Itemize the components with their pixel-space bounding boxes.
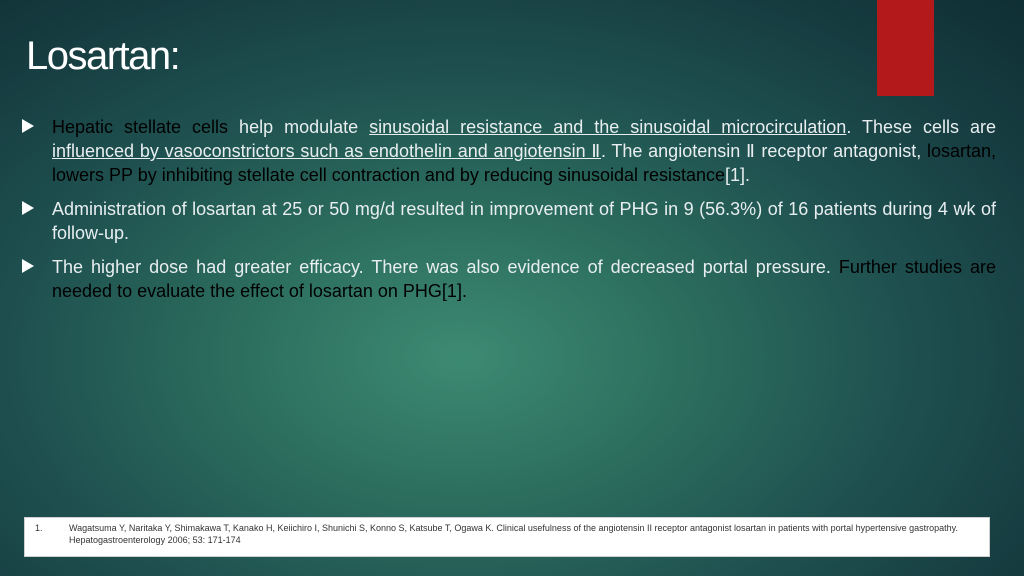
bullet-text — [52, 197, 996, 245]
triangle-right-icon — [22, 255, 52, 273]
underlined-text: influenced by vasoconstrictors such as endothelin and angiotensin Ⅱ — [52, 141, 601, 161]
slide-title: Losartan: — [26, 34, 180, 78]
bullet-item — [22, 197, 996, 245]
body-text: . The angiotensin Ⅱ receptor antagonist, — [600, 141, 927, 161]
bullet-item — [22, 255, 996, 303]
highlight-text: Further studies are needed to evaluate the effect of losartan on PHG[1]. — [52, 257, 996, 301]
highlight-text: losartan, lowers PP by inhibiting stellate cell contraction and by reducing sinusoidal resistance — [52, 141, 997, 185]
triangle-right-icon — [22, 115, 52, 133]
bullet-text — [52, 255, 996, 303]
reference-text: Wagatsuma Y, Naritaka Y, Shimakawa T, Kanako H, Keiichiro I, Shunichi S, Konno S, Katsube T, Ogawa K. Clinical usefulness of the angiotensin II receptor antagonist losartan in patients with portal hypertensive gastropathy. Hepatogastroenterology 2006; 53: 171-174 — [69, 523, 959, 545]
highlight-text: Hepatic stellate cells — [52, 117, 229, 137]
bullet-list — [22, 115, 996, 313]
accent-bar — [877, 0, 934, 96]
triangle-right-icon — [22, 197, 52, 215]
body-text: [1]. — [725, 165, 751, 185]
body-text: . These cells are — [846, 117, 997, 137]
body-text: help modulate — [228, 117, 370, 137]
reference-number: 1. — [35, 523, 43, 533]
underlined-text: sinusoidal resistance and the sinusoidal microcirculation — [369, 117, 847, 137]
bullet-item — [22, 115, 996, 187]
body-text: The higher dose had greater efficacy. There was also evidence of decreased portal pressure. — [52, 257, 839, 277]
reference-box — [24, 517, 990, 557]
body-text: Administration of losartan at 25 or 50 mg/d resulted in improvement of PHG in 9 (56.3%) of 16 patients during 4 wk of follow-up. — [52, 199, 996, 243]
bullet-text — [52, 115, 996, 187]
